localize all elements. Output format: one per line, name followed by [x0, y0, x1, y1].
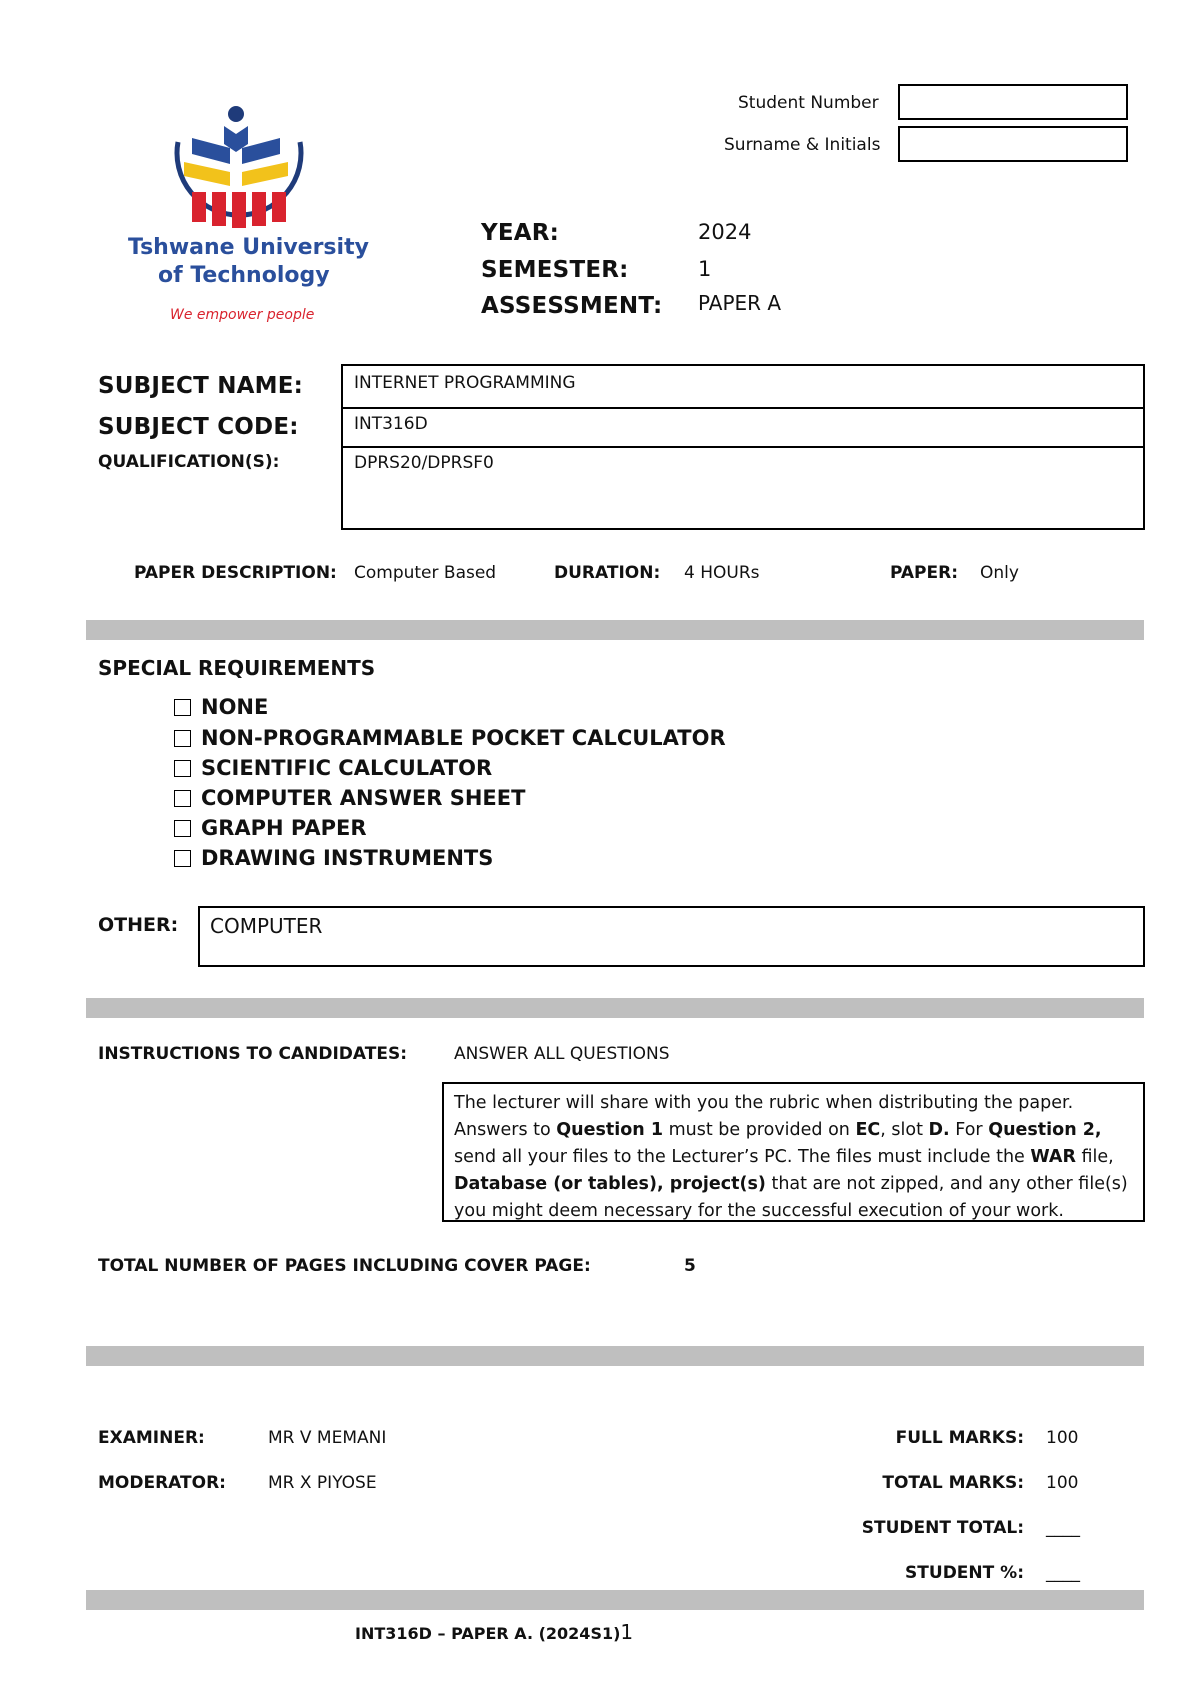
other-field: [198, 906, 1145, 967]
checkbox[interactable]: [174, 760, 191, 777]
footer-text: INT316D – PAPER A. (2024S1): [355, 1624, 621, 1643]
examiner-label: EXAMINER:: [98, 1428, 205, 1448]
total-pages-label: TOTAL NUMBER OF PAGES INCLUDING COVER PAGE:: [98, 1256, 591, 1276]
total-marks-value: 100: [1046, 1473, 1079, 1493]
qualification-label: QUALIFICATION(S):: [98, 452, 280, 472]
subject-name-value: INTERNET PROGRAMMING: [354, 373, 576, 393]
tut-emblem-icon: [120, 100, 360, 230]
paper-label: PAPER:: [890, 563, 959, 583]
req-graph-paper[interactable]: [174, 816, 367, 840]
year-value: 2024: [698, 220, 752, 244]
instructions-line: Database (or tables), project(s) that are not zipped, and any other file(s): [454, 1174, 1128, 1194]
section-divider: [86, 998, 1144, 1018]
duration-label: DURATION:: [554, 563, 661, 583]
university-logo: [120, 100, 369, 330]
semester-value: 1: [698, 257, 712, 281]
req-label: NON-PROGRAMMABLE POCKET CALCULATOR: [201, 726, 726, 750]
examiner-value: MR V MEMANI: [268, 1428, 387, 1448]
subject-code-label: SUBJECT CODE:: [98, 414, 299, 440]
student-number-label: Student Number: [738, 93, 879, 113]
moderator-label: MODERATOR:: [98, 1473, 226, 1493]
subject-table-divider: [343, 446, 1143, 448]
qualification-value: DPRS20/DPRSF0: [354, 453, 494, 473]
logo-name-line1: Tshwane University: [128, 235, 369, 260]
assessment-label: ASSESSMENT:: [481, 293, 663, 319]
duration-value: 4 HOURs: [684, 563, 760, 583]
paper-description-value: Computer Based: [354, 563, 497, 583]
student-total-label: STUDENT TOTAL:: [861, 1518, 1024, 1538]
full-marks-value: 100: [1046, 1428, 1079, 1448]
instructions-value: ANSWER ALL QUESTIONS: [454, 1044, 670, 1064]
surname-label: Surname & Initials: [724, 135, 881, 155]
total-pages-value: 5: [684, 1256, 696, 1276]
full-marks-label: FULL MARKS:: [895, 1428, 1024, 1448]
instructions-line: Answers to Question 1 must be provided on EC, slot D. For Question 2,: [454, 1120, 1102, 1140]
req-label: NONE: [201, 695, 269, 719]
checkbox[interactable]: [174, 790, 191, 807]
checkbox[interactable]: [174, 730, 191, 747]
checkbox[interactable]: [174, 699, 191, 716]
total-marks-label: TOTAL MARKS:: [882, 1473, 1024, 1493]
semester-label: SEMESTER:: [481, 257, 629, 283]
instructions-line: The lecturer will share with you the rubric when distributing the paper.: [454, 1093, 1074, 1113]
section-divider: [86, 1346, 1144, 1366]
req-label: DRAWING INSTRUMENTS: [201, 846, 494, 870]
instructions-label: INSTRUCTIONS TO CANDIDATES:: [98, 1044, 407, 1064]
student-percent-label: STUDENT %:: [905, 1563, 1024, 1583]
other-label: OTHER:: [98, 914, 179, 936]
req-drawing-instruments[interactable]: [174, 846, 493, 870]
instructions-box: [442, 1082, 1145, 1222]
subject-code-value: INT316D: [354, 414, 428, 434]
student-total-blank[interactable]: ____: [1046, 1518, 1080, 1538]
instructions-line: send all your files to the Lecturer’s PC. The files must include the WAR file,: [454, 1147, 1114, 1167]
checkbox[interactable]: [174, 850, 191, 867]
footer: [355, 1620, 633, 1644]
instructions-line: you might deem necessary for the successful execution of your work.: [454, 1201, 1064, 1221]
req-label: SCIENTIFIC CALCULATOR: [201, 756, 493, 780]
req-label: GRAPH PAPER: [201, 816, 367, 840]
subject-name-label: SUBJECT NAME:: [98, 373, 304, 399]
paper-description-label: PAPER DESCRIPTION:: [134, 563, 337, 583]
req-computer-answer-sheet[interactable]: [174, 786, 525, 810]
section-divider: [86, 1590, 1144, 1610]
student-percent-blank[interactable]: ____: [1046, 1563, 1080, 1583]
req-label: COMPUTER ANSWER SHEET: [201, 786, 526, 810]
paper-value: Only: [980, 563, 1019, 583]
logo-name-line2: of Technology: [158, 263, 330, 288]
subject-table-divider: [343, 407, 1143, 409]
special-requirements-title: SPECIAL REQUIREMENTS: [98, 656, 376, 680]
page-number: 1: [620, 1620, 634, 1644]
req-scientific-calculator[interactable]: [174, 756, 492, 780]
req-none[interactable]: [174, 695, 268, 719]
student-number-field[interactable]: [898, 84, 1128, 120]
year-label: YEAR:: [481, 220, 560, 246]
subject-table: [341, 364, 1145, 530]
req-pocket-calculator[interactable]: [174, 726, 726, 750]
checkbox[interactable]: [174, 820, 191, 837]
section-divider: [86, 620, 1144, 640]
assessment-value: PAPER A: [698, 291, 782, 315]
moderator-value: MR X PIYOSE: [268, 1473, 377, 1493]
other-value: COMPUTER: [210, 914, 323, 938]
logo-tagline: We empower people: [170, 307, 315, 323]
surname-field[interactable]: [898, 126, 1128, 162]
